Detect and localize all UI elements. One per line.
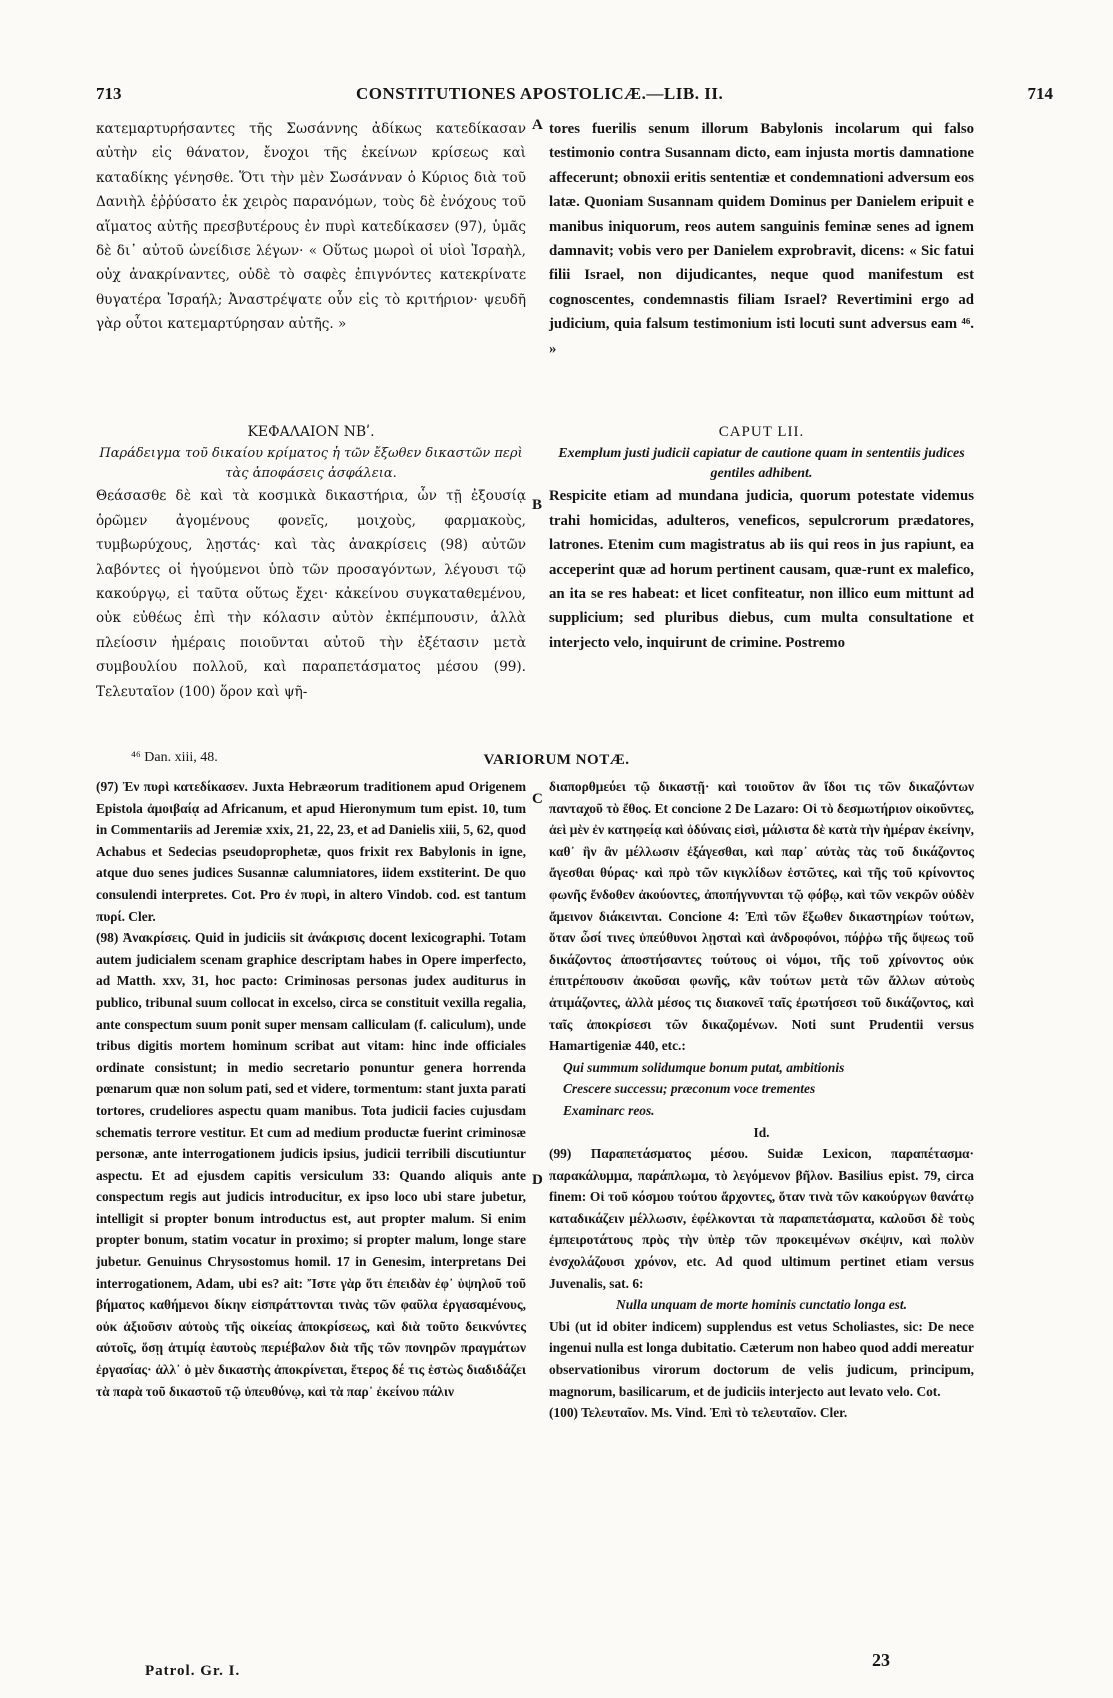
page-number-left: 713 (96, 84, 122, 103)
verse-line-2: Crescere successu; præconum voce trementes (563, 1081, 816, 1097)
margin-letter-c: C (532, 791, 543, 807)
note-signature-id: Id. (753, 1124, 770, 1140)
note-98-continued: διαπορθμεύει τῷ δικαστῇ· καὶ τοιοῦτον ἂν ἴδοι τις τῶν δικαζόντων πανταχοῦ τὸ ἔθος. Et concione 2 De Lazaro: Οἱ τὸ δεσμωτήριον οἰκοῦντες, ἀεὶ μὲν ἐν κατηφείᾳ καὶ ὀδύναις εἰσὶ, μάλιστα δὲ κατὰ τὴν ἡμέραν ἐκείνην, καθ᾽ ἣν ἂν μέλλωσιν ἐξάγεσθαι, καὶ παρ᾽ αὐτὰς τὰς τοῦ δικάζοντος ἄγεσθαι θύρας· καὶ πρὸ τῶν κιγκλίδων ἑστῶτες, καὶ τῆς τοῦ κρίνοντος φωνῆς ἔνδοθεν ἀκούοντες, ἀποπήγνυνται τῷ φόβῳ, καὶ τῶν νεκρῶν οὐδὲν ἄμεινον διάκεινται. Concione 4: Ἐπὶ τῶν ἔξωθεν δικαστηρίων τούτων, ὅταν ὦσί τινες ὑπεύθυνοι λῃσταὶ καὶ ἀνδροφόνοι, πόῤῥω τῆς ὄψεως τοῦ δικάζοντος ἀποστήσαντες τούτους οἱ νόμοι, τῆς τοῦ χρίνοντος οὐκ ἐπιτρέπουσιν ἀκοῦσαι φωνῆς, κἂν τούτων μετὰ τῶν ἄλλων αὐτοὺς ἀτιμάζοντες, ἀλλὰ μέσος τις διακονεῖ ταῖς ἐρωτήσεσι τοῦ δικάζοντος, καὶ ταῖς ἀποκρίσεσι τῶν δικαζομένων. Noti sunt Prudentii versus Hamartigeniæ 440, etc.: (549, 779, 974, 1054)
greek-chapter (96, 420, 526, 704)
latin-chapter (549, 420, 974, 655)
margin-letter-a: A (532, 117, 543, 133)
margin-letter-b: B (532, 497, 543, 513)
running-head (96, 80, 1053, 112)
note-100: (100) Τελευταῖον. Ms. Vind. Ἐπὶ τὸ τελευταῖον. Cler. (549, 1405, 848, 1421)
notes-right-column (549, 776, 974, 1424)
latin-chapter-text: Respicite etiam ad mundana judicia, quorum potestate videmus trahi homicidas, adulteros, veneficos, sepulcrorum prædatores, latrones. Etenim cum magistratus ab iis qui reos in jus rapiunt, ea acceperint quæ ad horum pertinent causam, quæ-runt ex malefico, an ita se res habeat: et licet confiteatur, non illico eum mittunt ad supplicium; sed pluribus diebus, cum multa consultatione et interjecto velo, inquirunt de crimine. Postremo (549, 488, 974, 651)
margin-letter-d: D (532, 1172, 543, 1188)
verse-line-3: Examinarc reos. (563, 1102, 655, 1118)
greek-column-top (96, 117, 526, 337)
latin-chapter-heading: CAPUT LII. (718, 424, 805, 440)
latin-column-top (549, 117, 974, 361)
verse-line-1: Qui summum solidumque bonum putat, ambitionis (563, 1059, 845, 1075)
greek-chapter-text: Θεάσασθε δὲ καὶ τὰ κοσμικὰ δικαστήρια, ὧν τῇ ἐξουσίᾳ ὁρῶμεν ἀγομένους φονεῖς, μοιχοὺς, φαρμακοὺς, τυμβωρύχους, λῃστάς· καὶ τὰς ἀνακρίσεις (98) αὐτῶν λαβόντες οἱ ἡγούμενοι ὑπὸ τῶν προσαγόντων, λέγουσι τῷ κακούργῳ, εἰ ταῦτα οὕτως ἔχει· κἀκείνου συγκαταθεμένου, οὐκ εὐθέως ἐπὶ τὴν κόλασιν αὐτὸν ἐκπέμπουσιν, ἀλλὰ πλείοσιν ἡμέραις ποιοῦνται αὐτοῦ τὴν ἐξέτασιν μετὰ συμβουλίου πολλοῦ, καὶ παραπετάσματος μέσου (99). Τελευταῖον (100) ὅρον καὶ ψῆ- (96, 488, 526, 700)
running-title: CONSTITUTIONES APOSTOLICÆ.—LIB. II. (356, 84, 724, 103)
greek-paragraph: κατεμαρτυρήσαντες τῆς Σωσάννης ἀδίκως κατεδίκασαν αὐτὴν εἰς θάνατον, ἔνοχοι τῆς ἐκείνων κρίσεως καὶ καταδίκης γένησθε. Ὅτι τὴν μὲν Σωσάνναν ὁ Κύριος διὰ τοῦ Δανιὴλ ἐῤῥύσατο ἐκ χειρὸς παρανόμων, τοὺς δὲ ἐνόχους τοῦ αἵματος αὐτῆς πρεσβυτέρους ἐν πυρὶ κατεδίκασεν (97), ὑμᾶς δὲ δι᾽ αὐτοῦ ὠνείδισε λέγων· « Οὕτως μωροὶ οἱ υἱοὶ Ἰσραὴλ, οὐχ ἀνακρίναντες, οὐδὲ τὸ σαφὲς ἐπιγνόντες κατεκρίνατε θυγατέρα Ἰσραήλ; Ἀναστρέψατε οὖν εἰς τὸ κριτήριον· ψευδῆ γὰρ οὗτοι κατεμαρτύρησαν αὐτῆς. » (96, 121, 526, 333)
note-98: (98) Ἀνακρίσεις. Quid in judiciis sit ἀνάκρισις docent lexicographi. Totam autem judicialem scenam graphice descriptam habes in Opere imperfecto, ad Matth. xxv, 31, hoc pacto: Criminosas personas judex auditurus in publico, tribunal suum collocat in excelso, circa se constituit vexilla regalia, ante conspectum suum ponit super mensam calliculam (f. caliculum), unde tribus digitis mortem hominum scribat aut vitam: hinc inde officiales ordinate consistunt; in medio secretario ponuntur genera horrenda pœnarum quæ non solum pati, sed et videre, tormentum: stant juxta parati tortores, crudeliores aspectu quam manibus. Tota judicii facies cujusdam schematis terrore vestitur. Et cum ad medium productæ fuerint criminosæ personæ, ante interrogationem judicis ipsius, judicii terribili discutiuntur aspectu. Et ad ejusdem capitis versiculum 33: Quando aliquis ante conspectum regis aut judicis introducitur, ex ipso loco ubi stare jubetur, intelligit si propter bonum introductus est, aut propter malum. Si enim propter bonum, statim vocatur in proximo; si propter malum, longe stare jubetur. Genuinus Chrysostomus homil. 17 in Genesim, interpretans Dei interrogationem, Adam, ubi es? ait: Ἴστε γὰρ ὅτι ἐπειδὰν ἐφ᾽ ὑψηλοῦ τοῦ βήματος καθήμενοι δίκην εἰσπράττονται τινὰς τῶν φαῦλα ἐργασαμένους, οὐκ ἀξιοῦσιν αὐτοὺς τῆς οἰκείας ἀποκρίσεως, καὶ διὰ τοῦτο δεικνύντες αὐτοῖς, ὅσῃ ἀτιμίᾳ ἑαυτοὺς περιέβαλον διὰ τῆς τῶν πονηρῶν πραγμάτων ἐργασίας· ἀλλ᾽ ὁ μὲν δικαστὴς ἀποκρίνεται, ἕτερος δέ τις ἑστὼς διαδιδάζει τὰ παρὰ τοῦ δικαστοῦ τῷ ὑπευθύνῳ, καὶ τὰ παρ᾽ ἐκείνου πάλιν (96, 930, 526, 1399)
note-99-continued: Ubi (ut id obiter indicem) supplendus est vetus Scholiastes, sic: De nece ingenui nulla est longa dubitatio. Cæterum non habeo quod addi mereatur observationibus virorum doctorum de velis judicum, principum, magnorum, basilicarum, et de judiciis interjecto aut levato velo. Cot. (549, 1318, 974, 1399)
latin-chapter-summary: Exemplum justi judicii capiatur de cautione quam in sententiis judices gentiles adhibent. (558, 446, 965, 482)
greek-chapter-heading: ΚΕΦΑΛΑΙΟΝ ΝΒʹ. (247, 424, 375, 440)
prudentius-verses (549, 1057, 974, 1122)
variorum-heading: VARIORUM NOTÆ. (483, 752, 630, 768)
note-97: (97) Ἐν πυρὶ κατεδίκασεν. Juxta Hebræorum traditionem apud Origenem Epistola ἀμοιβαίᾳ ad Africanum, et apud Hieronymum tum epist. 10, tum in Commentariis ad Jeremiæ xxix, 21, 22, 23, et ad Danielis xiii, 5, 62, quod Achabus et Sedecias pseudoprophetæ, quos frixit rex Babylonis in igne, atque duo senes judices Susannæ calumniatores, iidem exstiterint. De quo consulendi interpretes. Cot. Pro ἐν πυρὶ, in altero Vindob. cod. est tantum πυρί. Cler. (96, 779, 526, 924)
page-number-right: 714 (1027, 84, 1053, 103)
gathering-number: 23 (872, 1650, 890, 1670)
greek-chapter-summary: Παράδειγμα τοῦ δικαίου κρίματος ἡ τῶν ἔξωθεν δικαστῶν περὶ τὰς ἀποφάσεις ἀσφάλεια. (99, 446, 523, 482)
signature-mark: Patrol. Gr. I. (145, 1663, 241, 1679)
note-99: (99) Παραπετάσματος μέσου. Suidæ Lexicon, παραπέτασμα· παρακάλυμμα, παράπλωμα, τὸ λεγόμενον βῆλον. Basilius epist. 79, circa finem: Οἱ τοῦ κόσμου τούτου ἄρχοντες, ὅταν τινὰ τῶν κακούργων θανάτῳ καταδικάζειν μέλλωσιν, ἐφέλκονται τὰ παραπετάσματα, καλοῦσι δὲ τοὺς ἐμπειροτάτους πρὸς τὴν ὑπὲρ τῶν προκειμένων σκέψιν, καὶ πολὺν ἐνσχολάζουσι χρόνον, etc. Ad quod ultimum pertinet etiam versus Juvenalis, sat. 6: (549, 1146, 974, 1291)
latin-paragraph: tores fuerilis senum illorum Babylonis incolarum qui falso testimonio contra Susannam dicto, eam injusta mortis damnatione affecerunt; obnoxii eritis sententiæ et condemnationi adversum eos latæ. Quoniam Susannam quidem Dominus per Danielem eripuit e manibus iniquorum, reos autem sanguinis feminæ senes ad ignem damnavit; vobis vero per Danielem exprobravit, dicens: « Sic fatui filii Israel, non dijudicantes, neque quod manifestum est cognoscentes, condemnastis filiam Israel? Revertimini ergo ad judicium, quia falsum testimonium isti locuti sunt adversus eam ⁴⁶. » (549, 121, 974, 357)
notes-left-column (96, 776, 526, 1402)
juvenal-verse: Nulla unquam de morte hominis cunctatio longa est. (616, 1297, 907, 1313)
scripture-footnote: ⁴⁶ Dan. xiii, 48. (131, 750, 218, 765)
